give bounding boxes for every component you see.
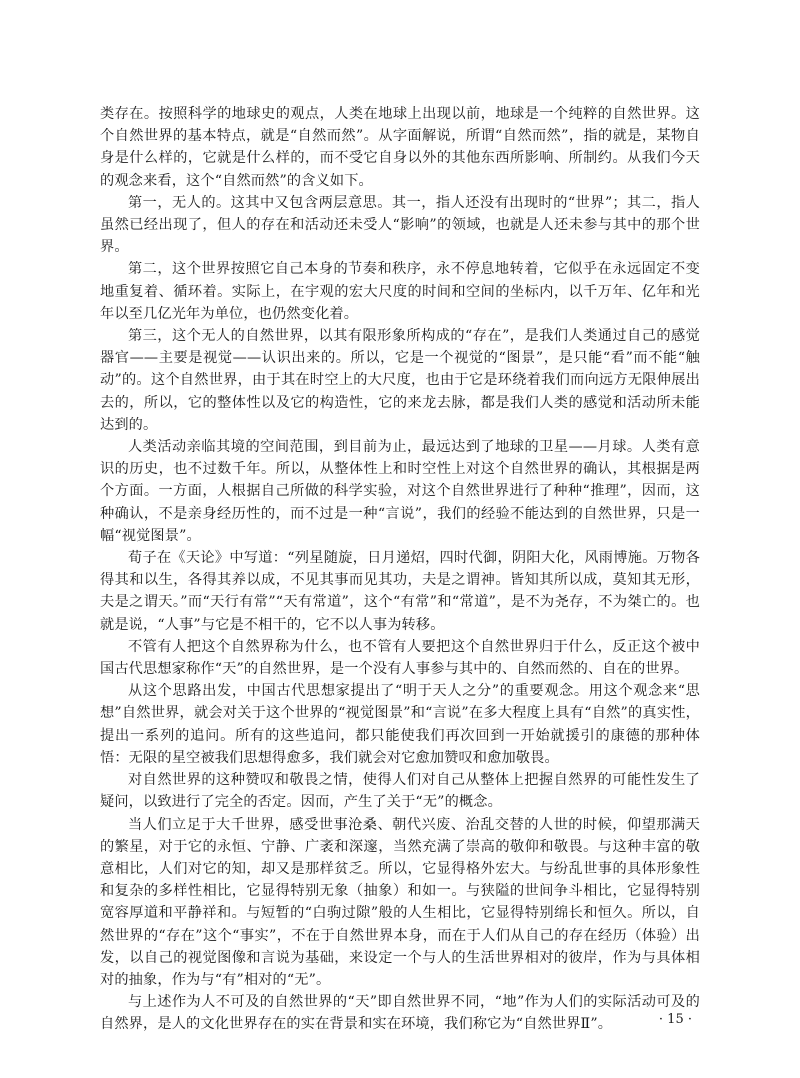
paragraph-6: 荀子在《天论》中写道：“列星随旋，日月递炤，四时代御，阴阳大化，风雨博施。万物各得其和以生，各得其养以成，不见其事而见其功，夫是之谓神。皆知其所以成，莫知其无形，夫是之谓天。”而“天行有常”“天有常道”，这个“有常”和“常道”，是不为尧存，不为桀亡的。也就是说，“人事”与它是不相干的，它不以人事为转移。 xyxy=(100,550,700,633)
document-body xyxy=(100,103,700,1036)
paragraph-11: 与上述作为人不可及的自然世界的“天”即自然世界不同，“地”作为人们的实际活动可及的自然界，是人的文化世界存在的实在背景和实在环境，我们称它为“自然世界Ⅱ”。 xyxy=(100,994,700,1033)
paragraph-5: 人类活动亲临其境的空间范围，到目前为止，最远达到了地球的卫星——月球。人类有意识的历史，也不过数千年。所以，从整体性上和时空性上对这个自然世界的确认，其根据是两个方面。一方面，人根据自己所做的科学实验，对这个自然世界进行了种种“推理”，因而，这种确认，不是亲身经历性的，而不过是一种“言说”，我们的经验不能达到的自然世界，只是一幅“视觉图景”。 xyxy=(100,439,700,544)
paragraph-4: 第三，这个无人的自然世界，以其有限形象所构成的“存在”，是我们人类通过自己的感觉器官——主要是视觉——认识出来的。所以，它是一个视觉的“图景”，是只能“看”而不能“触动”的。这个自然世界，由于其在时空上的大尺度，也由于它是环绕着我们而向远方无限伸展出去的，所以，它的整体性以及它的构造性，它的来龙去脉，都是我们人类的感觉和活动所未能达到的。 xyxy=(100,328,700,433)
paragraph-9: 对自然世界的这种赞叹和敬畏之情，使得人们对自己从整体上把握自然界的可能性发生了疑问，以致进行了完全的否定。因而，产生了关于“无”的概念。 xyxy=(100,772,700,811)
page-number: · 15 · xyxy=(658,1012,692,1027)
paragraph-2: 第一，无人的。这其中又包含两层意思。其一，指人还没有出现时的“世界”；其二，指人虽然已经出现了，但人的存在和活动还未受人“影响”的领域，也就是人还未参与其中的那个世界。 xyxy=(100,194,700,256)
paragraph-8: 从这个思路出发，中国古代思想家提出了“明于天人之分”的重要观念。用这个观念来“思想”自然世界，就会对关于这个世界的“视觉图景”和“言说”在多大程度上具有“自然”的真实性，提出一系列的追问。所有的这些追问，都只能使我们再次回到一开始就援引的康德的那种体悟：无限的星空被我们思想得愈多，我们就会对它愈加赞叹和愈加敬畏。 xyxy=(100,683,700,766)
paragraph-1: 类存在。按照科学的地球史的观点，人类在地球上出现以前，地球是一个纯粹的自然世界。这个自然世界的基本特点，就是“自然而然”。从字面解说，所谓“自然而然”，指的就是，某物自身是什么样的，它就是什么样的，而不受它自身以外的其他东西所影响、所制约。从我们今天的观念来看，这个“自然而然”的含义如下。 xyxy=(100,106,700,189)
paragraph-10: 当人们立足于大千世界，感受世事沧桑、朝代兴废、治乱交替的人世的时候，仰望那满天的繁星，对于它的永恒、宁静、广袤和深邃，当然充满了崇高的敬仰和敬畏。与这种丰富的敬意相比，人们对它的知，却又是那样贫乏。所以，它显得格外宏大。与纷乱世事的具体形象性和复杂的多样性相比，它显得特别无象（抽象）和如一。与狭隘的世间争斗相比，它显得特别宽容厚道和平静祥和。与短暂的“白驹过隙”般的人生相比，它显得特别绵长和恒久。所以，自然世界的“存在”这个“事实”，不在于自然世界本身，而在于人们从自己的存在经历（体验）出发，以自己的视觉图像和言说为基础，来设定一个与人的生活世界相对的彼岸，作为与具体相对的抽象，作为与“有”相对的“无”。 xyxy=(100,816,700,988)
paragraph-7: 不管有人把这个自然界称为什么，也不管有人要把这个自然世界归于什么，反正这个被中国古代思想家称作“天”的自然世界，是一个没有人事参与其中的、自然而然的、自在的世界。 xyxy=(100,638,700,678)
paragraph-3: 第二，这个世界按照它自己本身的节奏和秩序，永不停息地转着，它似乎在永远固定不变地重复着、循环着。实际上，在宇观的宏大尺度的时间和空间的坐标内，以千万年、亿年和光年以至几亿光年为单位，也仍然变化着。 xyxy=(100,261,700,322)
